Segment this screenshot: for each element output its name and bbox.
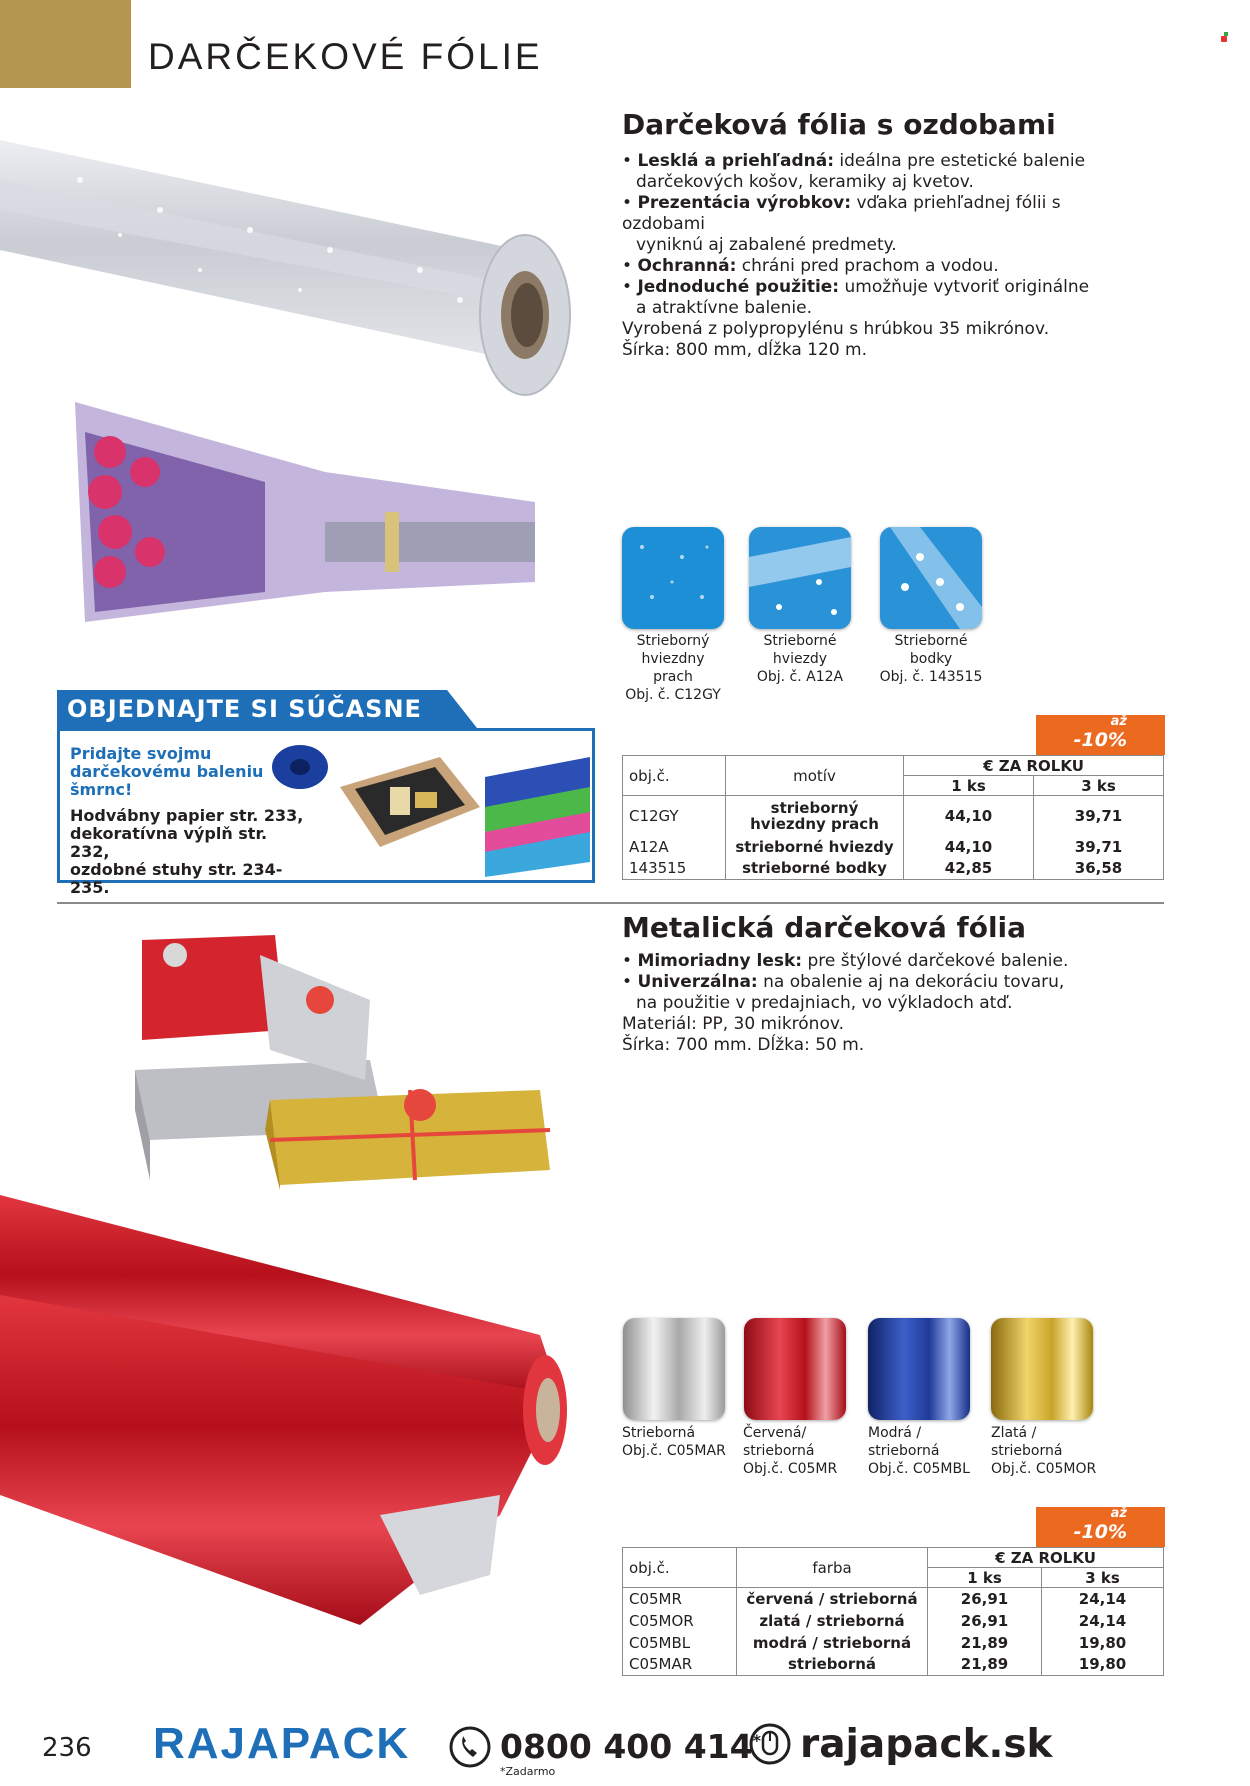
col-header-qty1: 1 ks [904, 776, 1034, 796]
col-header-qty3: 3 ks [1042, 1568, 1164, 1588]
product2-description [622, 951, 1142, 1056]
promo-tagline: Pridajte svojmu darčekovému baleniu šmrnc! [70, 744, 264, 799]
cell-price-1: 26,91 [928, 1610, 1042, 1632]
swatch-label-a12a: Strieborné hviezdy Obj. č. A12A [756, 633, 844, 685]
col-header-code: obj.č. [623, 1548, 737, 1588]
product2-bullet-2: • Univerzálna: na obalenie aj na dekoráciu tovaru, [622, 972, 1065, 992]
table-row [623, 1654, 1164, 1676]
cell-code: C05MBL [623, 1632, 737, 1654]
promo-accessories-image [260, 737, 590, 877]
cell-code: A12A [623, 836, 726, 858]
price-table-2 [622, 1547, 1164, 1676]
cell-price-3: 19,80 [1042, 1632, 1164, 1654]
promo-heading: OBJEDNAJTE SI SÚČASNE [57, 690, 447, 728]
table-row [623, 796, 1164, 836]
cell-price-3: 24,14 [1042, 1588, 1164, 1610]
cell-price-1: 26,91 [928, 1588, 1042, 1610]
swatch-red-silver [744, 1318, 846, 1420]
product1-bullet-3: • Ochranná: chráni pred prachom a vodou. [622, 256, 999, 276]
rajapack-logo: RAJAPACK [153, 1719, 411, 1768]
swatch-gold-silver [991, 1318, 1093, 1420]
product1-bullet-2: • Prezentácia výrobkov: vďaka priehľadnej fólii s ozdobami [622, 193, 1061, 234]
cell-motif: strieborný hviezdny prach [726, 796, 904, 836]
swatch-label-c05mar: Strieborná Obj.č. C05MAR [622, 1425, 726, 1459]
product1-bullet-4: • Jednoduché použitie: umožňuje vytvoriť originálne [622, 277, 1090, 297]
phone-contact[interactable] [448, 1725, 761, 1778]
cell-motif: strieborné hviezdy [726, 836, 904, 858]
cross-sell-promo [57, 690, 595, 897]
product2-bullet-2-cont: na použitie v predajniach, vo výkladoch atď. [636, 993, 1013, 1013]
cell-price-1: 21,89 [928, 1632, 1042, 1654]
swatch-label-c12gy: Strieborný hviezdny prach Obj. č. C12GY [625, 633, 721, 703]
table-row [623, 1610, 1164, 1632]
page-number: 236 [42, 1733, 92, 1763]
col-header-motif: motív [726, 756, 904, 796]
phone-note: *Zadarmo [500, 1765, 556, 1778]
product1-bullet-4-cont: a atraktívne balenie. [636, 298, 812, 318]
red-metallic-roll-image [0, 1195, 570, 1625]
product1-dimensions: Šírka: 800 mm, dĺžka 120 m. [622, 340, 867, 360]
cell-color: modrá / strieborná [737, 1632, 928, 1654]
cell-color: zlatá / strieborná [737, 1610, 928, 1632]
wrapped-bouquet-image [65, 392, 545, 624]
phone-icon [448, 1725, 492, 1769]
col-header-code: obj.č. [623, 756, 726, 796]
cell-code: 143515 [623, 858, 726, 880]
section-color-tab [0, 0, 131, 88]
cell-color: strieborná [737, 1654, 928, 1676]
website-link[interactable] [748, 1722, 1053, 1770]
swatch-label-c05mr: Červená/ strieborná Obj.č. C05MR [743, 1425, 838, 1477]
swatch-label-c05mbl: Modrá / strieborná Obj.č. C05MBL [868, 1425, 970, 1477]
cell-price-3: 39,71 [1034, 836, 1164, 858]
table-row [623, 858, 1164, 880]
cell-price-3: 24,14 [1042, 1610, 1164, 1632]
metallic-gift-boxes-image [120, 930, 560, 1190]
swatch-silver-stars [749, 527, 851, 629]
swatch-silver [623, 1318, 725, 1420]
swatch-silver-star-dust [622, 527, 724, 629]
product2-bullet-1: • Mimoriadny lesk: pre štýlové darčekové balenie. [622, 951, 1069, 971]
product2-title: Metalická darčeková fólia [622, 911, 1027, 944]
col-header-qty1: 1 ks [928, 1568, 1042, 1588]
corner-mark-icon [1221, 36, 1227, 42]
product1-bullet-1: • Lesklá a priehľadná: ideálna pre estetické balenie [622, 151, 1086, 171]
cell-color: červená / strieborná [737, 1588, 928, 1610]
table-row [623, 1632, 1164, 1654]
swatch-silver-dots [880, 527, 982, 629]
cell-price-1: 42,85 [904, 858, 1034, 880]
cell-price-3: 39,71 [1034, 796, 1164, 836]
website-url: rajapack.sk [800, 1722, 1053, 1767]
product2-dimensions: Šírka: 700 mm. Dĺžka: 50 m. [622, 1035, 865, 1055]
swatch-label-c05mor: Zlatá / strieborná Obj.č. C05MOR [991, 1425, 1097, 1477]
product1-material: Vyrobená z polypropylénu s hrúbkou 35 mikrónov. [622, 319, 1050, 339]
table-row [623, 1588, 1164, 1610]
cell-code: C12GY [623, 796, 726, 836]
cell-motif: strieborné bodky [726, 858, 904, 880]
cell-code: C05MOR [623, 1610, 737, 1632]
phone-number: 0800 400 414* [500, 1727, 761, 1766]
cell-price-1: 21,89 [928, 1654, 1042, 1676]
cell-code: C05MR [623, 1588, 737, 1610]
section-title: DARČEKOVÉ FÓLIE [148, 36, 543, 77]
promo-box [57, 728, 595, 897]
product1-bullet-1-cont: darčekových košov, keramiky aj kvetov. [636, 172, 974, 192]
col-header-price: € ZA ROLKU [904, 756, 1164, 776]
cell-price-3: 36,58 [1034, 858, 1164, 880]
cell-price-1: 44,10 [904, 836, 1034, 858]
product1-description [622, 151, 1142, 361]
cell-code: C05MAR [623, 1654, 737, 1676]
price-table-1 [622, 755, 1164, 880]
cell-price-1: 44,10 [904, 796, 1034, 836]
col-header-price: € ZA ROLKU [928, 1548, 1164, 1568]
swatch-label-143515: Strieborné bodky Obj. č. 143515 [879, 633, 983, 685]
section-divider [57, 902, 1164, 904]
discount-badge-1: až -10% [1036, 715, 1165, 755]
promo-page-refs: Hodvábny papier str. 233, dekoratívna výplň str. 232, ozdobné stuhy str. 234-235. [70, 806, 304, 897]
mouse-icon [748, 1722, 792, 1766]
col-header-qty3: 3 ks [1034, 776, 1164, 796]
product1-title: Darčeková fólia s ozdobami [622, 108, 1056, 141]
product2-material: Materiál: PP, 30 mikrónov. [622, 1014, 845, 1034]
cell-price-3: 19,80 [1042, 1654, 1164, 1676]
table-row [623, 836, 1164, 858]
product1-bullet-2-cont: vyniknú aj zabalené predmety. [636, 235, 897, 255]
discount-badge-2: až -10% [1036, 1507, 1165, 1547]
clear-foil-roll-image [0, 140, 582, 410]
col-header-color: farba [737, 1548, 928, 1588]
swatch-blue-silver [868, 1318, 970, 1420]
